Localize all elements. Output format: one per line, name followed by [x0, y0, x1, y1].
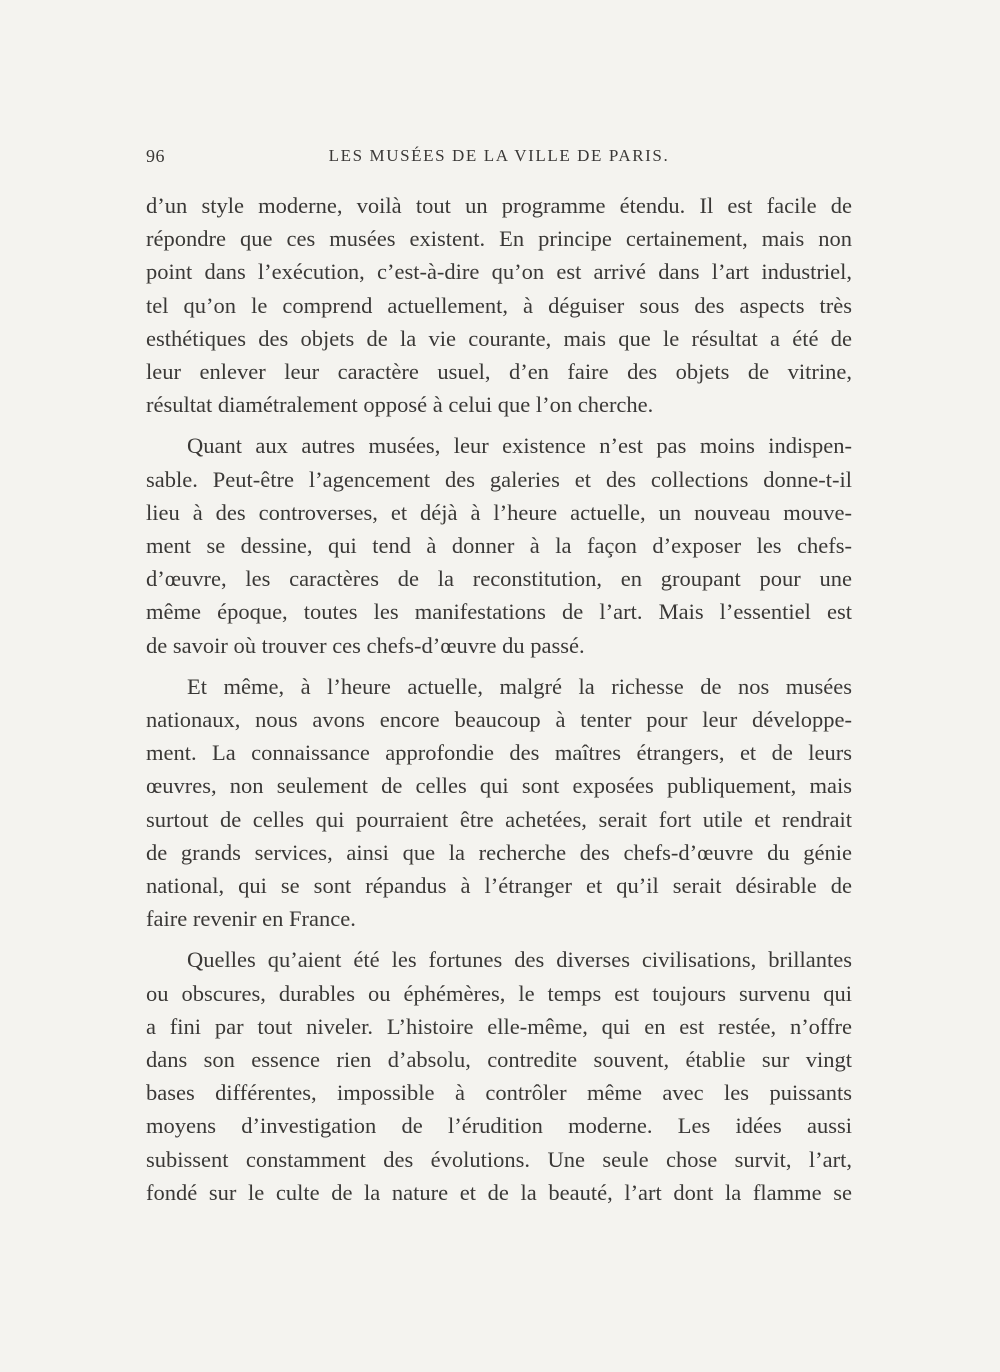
running-title: LES MUSÉES DE LA VILLE DE PARIS.: [328, 146, 670, 165]
text-line: Quelles qu’aient été les fortunes des diverses civilisations, brillantes: [187, 947, 852, 973]
text-line: sable. Peut-être l’agencement des galeries et des collections donne-t-il: [146, 466, 852, 492]
text-line: répondre que ces musées existent. En principe certainement, mais non: [146, 226, 852, 252]
text-line: ment se dessine, qui tend à donner à la façon d’exposer les chefs-: [146, 533, 852, 559]
text-line: surtout de celles qui pourraient être achetées, serait fort utile et rendrait: [146, 806, 852, 832]
text-line: résultat diamétralement opposé à celui que l’on cherche.: [146, 392, 654, 418]
text-line: de savoir où trouver ces chefs-d’œuvre du passé.: [146, 632, 585, 658]
text-line: dans son essence rien d’absolu, contredite souvent, établie sur vingt: [146, 1047, 852, 1073]
text-line: tel qu’on le comprend actuellement, à déguiser sous des aspects très: [146, 292, 852, 318]
paragraph: [146, 429, 852, 661]
text-line: de grands services, ainsi que la recherche des chefs-d’œuvre du génie: [146, 839, 852, 865]
text-line: lieu à des controverses, et déjà à l’heure actuelle, un nouveau mouve-: [146, 499, 852, 525]
text-line: bases différentes, impossible à contrôler même avec les puissants: [146, 1080, 852, 1106]
page-number: 96: [146, 146, 165, 166]
text-line: national, qui se sont répandus à l’étranger et qu’il serait désirable de: [146, 873, 852, 899]
text-line: ou obscures, durables ou éphémères, le temps est toujours survenu qui: [146, 980, 852, 1006]
text-line: moyens d’investigation de l’érudition moderne. Les idées aussi: [146, 1113, 852, 1139]
text-line: Et même, à l’heure actuelle, malgré la richesse de nos musées: [187, 673, 852, 699]
text-line: Quant aux autres musées, leur existence n’est pas moins indispen-: [187, 433, 852, 459]
text-line: faire revenir en France.: [146, 906, 356, 932]
text-line: d’un style moderne, voilà tout un programme étendu. Il est facile de: [146, 193, 852, 218]
text-line: subissent constamment des évolutions. Une seule chose survit, l’art,: [146, 1146, 852, 1172]
page-header: [146, 146, 852, 170]
text-line: point dans l’exécution, c’est-à-dire qu’on est arrivé dans l’art industriel,: [146, 259, 852, 285]
text-line: œuvres, non seulement de celles qui sont exposées publiquement, mais: [146, 773, 852, 799]
text-line: fondé sur le culte de la nature et de la beauté, l’art dont la flamme se: [146, 1179, 852, 1205]
body-text: [146, 189, 852, 1217]
text-line: d’œuvre, les caractères de la reconstitution, en groupant pour une: [146, 566, 852, 592]
text-line: a fini par tout niveler. L’histoire elle-même, qui en est restée, n’offre: [146, 1013, 852, 1039]
text-line: nationaux, nous avons encore beaucoup à tenter pour leur développe-: [146, 707, 852, 733]
paragraph: [146, 943, 852, 1209]
text-line: même époque, toutes les manifestations de l’art. Mais l’essentiel est: [146, 599, 852, 625]
text-line: ment. La connaissance approfondie des maîtres étrangers, et de leurs: [146, 740, 852, 766]
text-line: esthétiques des objets de la vie courante, mais que le résultat a été de: [146, 325, 852, 351]
paragraph: [146, 670, 852, 936]
text-line: leur enlever leur caractère usuel, d’en faire des objets de vitrine,: [146, 359, 852, 385]
paragraph: [146, 189, 852, 421]
